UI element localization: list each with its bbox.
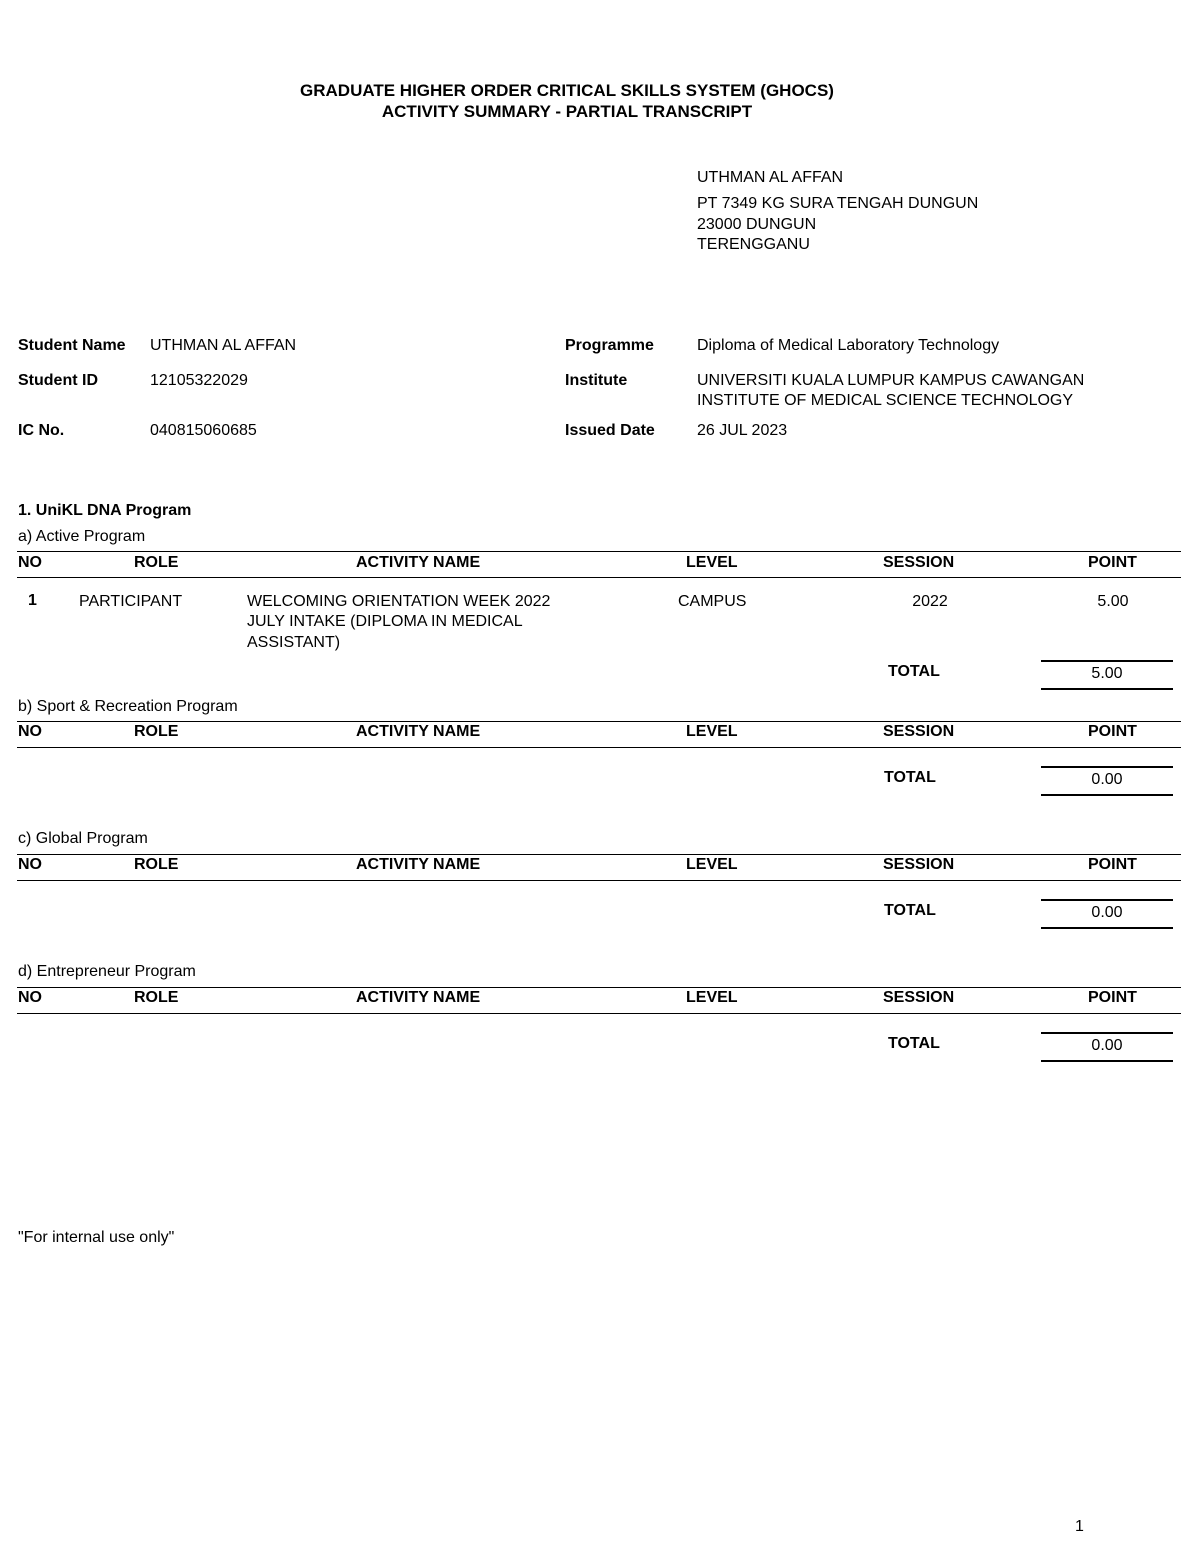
row-no: 1 xyxy=(28,592,37,609)
col-session-header: SESSION xyxy=(883,856,955,873)
col-level-header: LEVEL xyxy=(686,723,738,740)
total-label: TOTAL xyxy=(888,663,940,680)
col-session-header: SESSION xyxy=(883,554,955,571)
total-value: 0.00 xyxy=(1041,766,1173,796)
col-activity-header: ACTIVITY NAME xyxy=(356,856,481,873)
col-activity-header: ACTIVITY NAME xyxy=(356,554,481,571)
address-line-2: 23000 DUNGUN xyxy=(697,216,817,233)
institute-value-line-1: UNIVERSITI KUALA LUMPUR KAMPUS CAWANGAN xyxy=(697,372,1085,389)
document-title: GRADUATE HIGHER ORDER CRITICAL SKILLS SYSTEM (GHOCS) xyxy=(300,81,834,100)
col-role-header: ROLE xyxy=(134,856,179,873)
col-level-header: LEVEL xyxy=(686,856,738,873)
row-activity-line-2: JULY INTAKE (DIPLOMA IN MEDICAL xyxy=(247,613,523,630)
col-level-header: LEVEL xyxy=(686,989,738,1006)
address-line-3: TERENGGANU xyxy=(697,236,810,253)
program-heading: d) Entrepreneur Program xyxy=(18,963,196,980)
col-role-header: ROLE xyxy=(134,554,179,571)
ic-no-value: 040815060685 xyxy=(150,422,257,439)
row-activity-line-3: ASSISTANT) xyxy=(247,634,341,651)
col-no-header: NO xyxy=(18,856,42,873)
address-name: UTHMAN AL AFFAN xyxy=(697,169,844,186)
institute-label: Institute xyxy=(565,372,628,389)
table-header-bottom-rule xyxy=(17,880,1181,881)
col-role-header: ROLE xyxy=(134,989,179,1006)
programme-label: Programme xyxy=(565,337,654,354)
col-point-header: POINT xyxy=(1088,856,1137,873)
ic-no-label: IC No. xyxy=(18,422,65,439)
row-role: PARTICIPANT xyxy=(79,593,183,610)
col-session-header: SESSION xyxy=(883,723,955,740)
row-point: 5.00 xyxy=(1097,593,1129,610)
col-activity-header: ACTIVITY NAME xyxy=(356,723,481,740)
col-no-header: NO xyxy=(18,723,42,740)
address-line-1: PT 7349 KG SURA TENGAH DUNGUN xyxy=(697,195,979,212)
table-header-bottom-rule xyxy=(17,747,1181,748)
total-label: TOTAL xyxy=(888,1035,940,1052)
row-activity-line-1: WELCOMING ORIENTATION WEEK 2022 xyxy=(247,593,551,610)
program-heading: b) Sport & Recreation Program xyxy=(18,698,238,715)
row-level: CAMPUS xyxy=(678,593,747,610)
total-label: TOTAL xyxy=(884,902,936,919)
table-header-top-rule xyxy=(17,551,1181,552)
total-label: TOTAL xyxy=(884,769,936,786)
col-activity-header: ACTIVITY NAME xyxy=(356,989,481,1006)
total-value: 0.00 xyxy=(1041,899,1173,929)
document-subtitle: ACTIVITY SUMMARY - PARTIAL TRANSCRIPT xyxy=(381,102,753,121)
program-heading: c) Global Program xyxy=(18,830,148,847)
col-role-header: ROLE xyxy=(134,723,179,740)
student-name-value: UTHMAN AL AFFAN xyxy=(150,337,297,354)
row-session: 2022 xyxy=(912,593,948,610)
col-point-header: POINT xyxy=(1088,554,1137,571)
student-name-label: Student Name xyxy=(18,337,126,354)
section-title: 1. UniKL DNA Program xyxy=(18,502,192,519)
col-level-header: LEVEL xyxy=(686,554,738,571)
col-no-header: NO xyxy=(18,554,42,571)
col-point-header: POINT xyxy=(1088,989,1137,1006)
total-value: 0.00 xyxy=(1041,1032,1173,1062)
col-session-header: SESSION xyxy=(883,989,955,1006)
table-header-bottom-rule xyxy=(17,577,1181,578)
internal-use-note: "For internal use only" xyxy=(18,1229,175,1246)
student-id-label: Student ID xyxy=(18,372,98,389)
table-header-top-rule xyxy=(17,987,1181,988)
page-number: 1 xyxy=(1075,1518,1084,1535)
program-heading: a) Active Program xyxy=(18,528,146,545)
institute-value-line-2: INSTITUTE OF MEDICAL SCIENCE TECHNOLOGY xyxy=(697,392,1074,409)
col-point-header: POINT xyxy=(1088,723,1137,740)
issued-date-label: Issued Date xyxy=(565,422,655,439)
student-id-value: 12105322029 xyxy=(150,372,248,389)
programme-value: Diploma of Medical Laboratory Technology xyxy=(697,337,1000,354)
table-header-bottom-rule xyxy=(17,1013,1181,1014)
table-header-top-rule xyxy=(17,721,1181,722)
col-no-header: NO xyxy=(18,989,42,1006)
issued-date-value: 26 JUL 2023 xyxy=(697,422,788,439)
total-value: 5.00 xyxy=(1041,660,1173,690)
table-header-top-rule xyxy=(17,854,1181,855)
